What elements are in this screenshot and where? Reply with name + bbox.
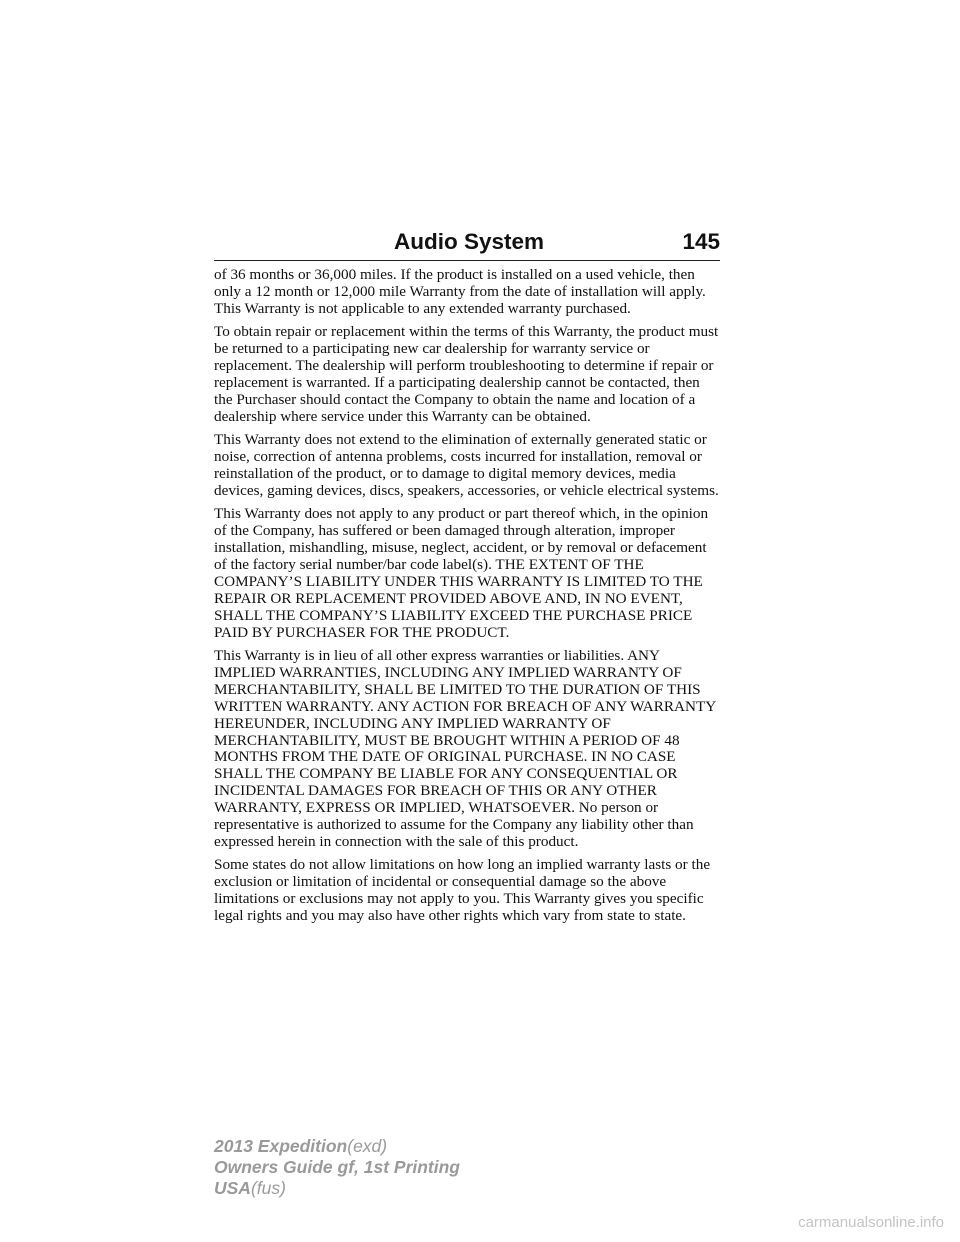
footer-line-guide	[214, 1157, 460, 1178]
paragraph: of 36 months or 36,000 miles. If the product is installed on a used vehicle, then only a 12 month or 12,000 mile Warranty from the date of installation will apply. This Warranty is not applicable to any extended warranty purchased.	[214, 266, 706, 317]
footer-model-code: (exd)	[347, 1136, 388, 1156]
paragraph: This Warranty does not extend to the elimination of externally generated static or noise, correction of antenna problems, costs incurred for installation, removal or reinstallation of the product, or to damage to digital memory devices, media devices, gaming devices, discs, speakers, accessories, or vehicle electrical systems.	[214, 431, 719, 499]
watermark: carmanualsonline.info	[798, 1214, 944, 1231]
paragraph: To obtain repair or replacement within the terms of this Warranty, the product must be returned to a participating new car dealership for warranty service or replacement. The dealership will perform troubleshooting to determine if repair or replacement is warranted. If a participating dealership cannot be contacted, then the Purchaser should contact the Company to obtain the name and location of a dealership where service under this Warranty can be obtained.	[214, 323, 719, 425]
footer-market-code: (fus)	[250, 1178, 286, 1198]
footer-line-market	[214, 1178, 460, 1199]
footer-guide: Owners Guide gf, 1st Printing	[214, 1157, 460, 1177]
paragraph: This Warranty is in lieu of all other express warranties or liabilities. ANY IMPLIED WARRANTIES, INCLUDING ANY IMPLIED WARRANTY OF MERCHANTABILITY, SHALL BE LIMITED TO THE DURATION OF THIS WRITTEN WARRANTY. ANY ACTION FOR BREACH OF ANY WARRANTY HEREUNDER, INCLUDING ANY IMPLIED WARRANTY OF MERCHANTABILITY, MUST BE BROUGHT WITHIN A PERIOD OF 48 MONTHS FROM THE DATE OF ORIGINAL PURCHASE. IN NO CASE SHALL THE COMPANY BE LIABLE FOR ANY CONSEQUENTIAL OR INCIDENTAL DAMAGES FOR BREACH OF THIS OR ANY OTHER WARRANTY, EXPRESS OR IMPLIED, WHATSOEVER. No person or representative is authorized to assume for the Company any liability other than expressed herein in connection with the sale of this product.	[214, 647, 716, 850]
paragraph: Some states do not allow limitations on how long an implied warranty lasts or the exclusion or limitation of incidental or consequential damage so the above limitations or exclusions may not apply to you. This Warranty gives you specific legal rights and you may also have other rights which vary from state to state.	[214, 856, 711, 925]
footer-line-model	[214, 1136, 460, 1157]
page-number: 145	[682, 229, 720, 254]
body-text	[214, 267, 720, 932]
page-header	[214, 222, 720, 261]
paragraph: This Warranty does not apply to any product or part thereof which, in the opinion of the Company, has suffered or been damaged through alteration, improper installation, mishandling, misuse, neglect, accident, or by removal or defacement of the factory serial number/bar code label(s). THE EXTENT OF THE COMPANY’S LIABILITY UNDER THIS WARRANTY IS LIMITED TO THE REPAIR OR REPLACEMENT PROVIDED ABOVE AND, IN NO EVENT, SHALL THE COMPANY’S LIABILITY EXCEED THE PURCHASE PRICE PAID BY PURCHASER FOR THE PRODUCT.	[214, 505, 709, 641]
footer-imprint	[214, 1136, 460, 1199]
footer-model: 2013 Expedition	[214, 1136, 348, 1156]
section-title: Audio System	[394, 229, 545, 254]
footer-market: USA	[214, 1178, 251, 1198]
